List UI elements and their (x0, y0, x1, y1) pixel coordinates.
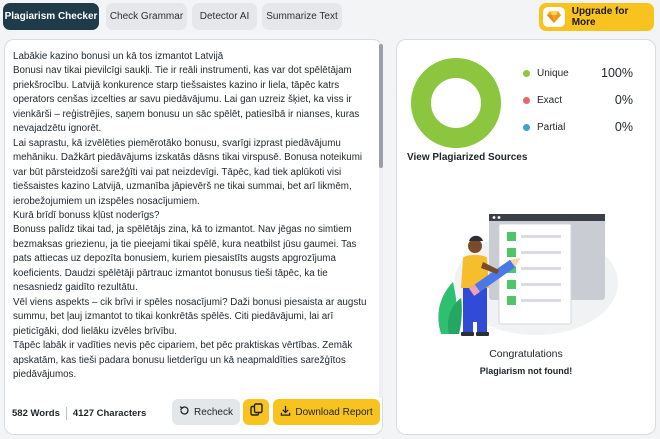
text-paragraph: Labākie kazino bonusi un kā tos izmantot Latvijā (13, 51, 224, 62)
top-navigation (0, 0, 660, 36)
results-panel (396, 39, 656, 435)
congratulations-title: Congratulations (489, 348, 563, 360)
uniqueness-donut-chart (411, 58, 501, 148)
text-paragraph: Tāpēc labāk ir vadīties nevis pēc cipariem, bet pēc praktiskas vērtības. Zemāk apskatām, kas tieši padara bonusu lietderīgu un kā neapmaldīties sarežģītos piedāvājumos. (13, 340, 353, 380)
checklist-illustration (431, 208, 621, 338)
text-paragraph: Bonuss palīdz tikai tad, ja spēlētājs zina, kā to izmantot. Nav jēgas no simtiem bezmaksas griezienu, ja tie pieejami tikai spēlē, kura neatbilst jūsu gaumei. Tas pats attiecas uz depozīta bonusiem, kuriem piesaistīts augsts apgrozījuma koeficients. Daudzi spēlētāji pārtrauc izmantot bonusus tieši tāpēc, ka tie nesasniedz gaidīto rezultātu. (13, 224, 357, 294)
word-count: 582 Words (12, 408, 60, 419)
tab-summarize-text[interactable]: Summarize Text (262, 3, 342, 30)
legend-partial-label: Partial (537, 121, 566, 133)
legend-exact-label: Exact (537, 94, 563, 106)
view-plagiarized-sources-heading: View Plagiarized Sources (407, 152, 528, 163)
editor-scrollbar[interactable] (379, 44, 383, 398)
partial-dot-icon (523, 124, 530, 131)
text-input-area[interactable] (13, 50, 373, 396)
exact-dot-icon (523, 97, 530, 104)
editor-scrollbar-thumb[interactable] (379, 44, 383, 168)
recheck-button[interactable] (172, 399, 240, 425)
text-stats (12, 407, 146, 420)
text-paragraph: Lai saprastu, kā izvēlēties piemērotāko bonusu, svarīgi izprast piedāvājumu mehāniku. Dažkārt piedāvājums izskatās dāsns tikai virspusē. Bonusa noteikumi var būt pārsteidzoši sarežģīti vai pat neizdevīgi. Tāpēc, kad tiek aplūkoti visi tiešsaistes kazino Latvijā, uzmanība jāpievērš ne tikai summai, bet arī likmēm, ierobežojumiem un izspēles nosacījumiem. (13, 137, 363, 207)
text-editor-panel (4, 39, 383, 435)
legend-unique (523, 66, 633, 80)
download-report-label: Download Report (295, 406, 373, 418)
legend-partial (523, 120, 633, 134)
text-paragraph: Vēl viens aspekts – cik brīvi ir spēles nosacījumi? Daži bonusi piesaista ar augstu summu, bet ļauj izmantot to tikai konkrētās spēlēs. Citi piedāvājumi, lai arī pieticīgāki, dod lielāku izvēles brīvību. (13, 296, 367, 337)
text-paragraph: Bonusi nav tikai pievilcīgi saukļi. Tie ir reāli instrumenti, kas var dot spēlētājam priekšrocību. Latvijā konkurence starp tiešsaistes kazino ir liela, tāpēc katrs operators cenšas izcelties ar savu piedāvājumu. Lai gan uzreiz šķiet, ka viss ir vienkārši – reģistrējies, saņem bonusu un sāc spēlēt, patiesībā ir nianses, kuras nevajadzētu ignorēt. (13, 65, 360, 135)
tab-plagiarism-checker[interactable]: Plagiarism Checker (3, 3, 99, 30)
tab-detector-ai[interactable]: Detector AI (192, 3, 257, 30)
legend-exact (523, 93, 633, 107)
refresh-icon (179, 405, 190, 419)
tab-check-grammar[interactable]: Check Grammar (106, 3, 187, 30)
copy-button[interactable] (243, 399, 269, 425)
diamond-icon (543, 7, 565, 27)
copy-icon (250, 403, 263, 421)
stats-divider (66, 407, 67, 420)
legend-unique-label: Unique (537, 67, 569, 79)
legend-unique-value: 100% (601, 66, 633, 80)
download-report-button[interactable] (273, 399, 380, 425)
upgrade-label: Upgrade for More (571, 6, 629, 28)
text-paragraph: Kurā brīdī bonuss kļūst noderīgs? (13, 209, 160, 221)
upgrade-button[interactable] (539, 3, 654, 31)
character-count: 4127 Characters (72, 408, 147, 419)
unique-dot-icon (523, 70, 530, 77)
plagiarism-not-found-text: Plagiarism not found! (479, 366, 573, 376)
legend-partial-value: 0% (614, 120, 633, 134)
recheck-label: Recheck (194, 406, 233, 418)
donut-unique-arc (421, 68, 491, 138)
download-icon (280, 405, 291, 419)
legend-exact-value: 0% (614, 93, 633, 107)
